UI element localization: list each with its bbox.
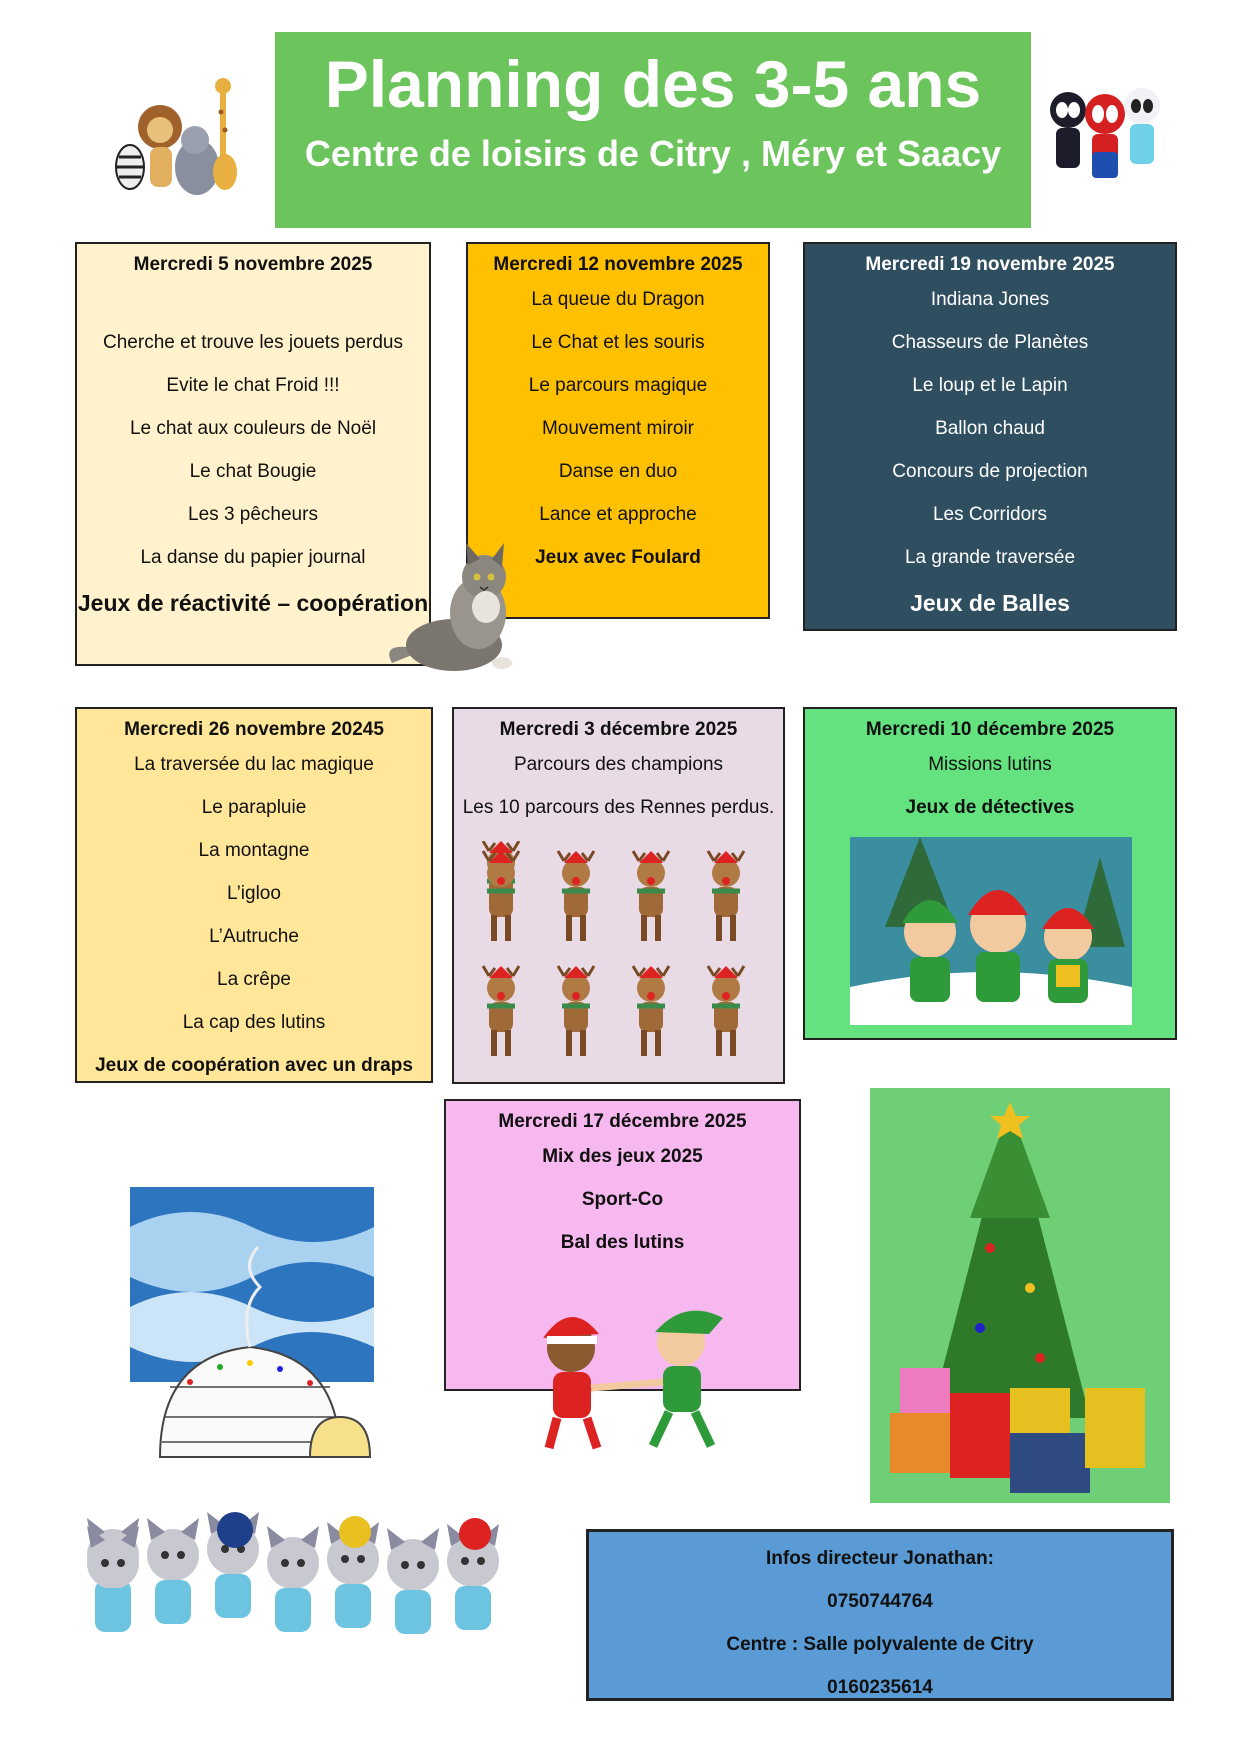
week-date: Mercredi 12 novembre 2025	[493, 254, 743, 275]
activity-item: Sport-Co	[581, 1189, 664, 1210]
activity-item: Le loup et le Lapin	[912, 375, 1068, 396]
activity-list	[805, 743, 1175, 829]
activity-item: La crêpe	[217, 969, 291, 990]
info-list	[589, 1537, 1171, 1709]
activity-list	[454, 743, 783, 829]
week-theme: Jeux de Balles	[910, 590, 1070, 616]
activity-item: Les Corridors	[932, 504, 1048, 525]
week-card-nov-26	[75, 707, 433, 1083]
activity-item: Mouvement miroir	[541, 418, 695, 439]
activity-item: Ballon chaud	[935, 418, 1045, 439]
week-card-nov-5	[75, 242, 431, 666]
activity-list	[468, 278, 768, 579]
week-date: Mercredi 10 décembre 2025	[865, 719, 1115, 740]
activity-list	[77, 743, 431, 1087]
center-location: Centre : Salle polyvalente de Citry	[726, 1634, 1034, 1655]
cat-illustration	[382, 535, 534, 677]
activity-item: Le Chat et les souris	[531, 332, 705, 353]
week-date: Mercredi 19 novembre 2025	[865, 254, 1115, 275]
activity-item: Le chat Bougie	[189, 461, 317, 482]
madagascar-animals-illustration	[95, 72, 245, 207]
paw-patrol-illustration	[83, 1510, 525, 1652]
week-card-dec-10	[803, 707, 1177, 1040]
igloo-illustration	[130, 1187, 374, 1482]
activity-item: Cherche et trouve les jouets perdus	[103, 332, 403, 353]
activity-item: La queue du Dragon	[531, 289, 705, 310]
activity-item: La cap des lutins	[182, 1012, 326, 1033]
page-title: Planning des 3-5 ans	[324, 47, 982, 121]
activity-item: Le chat aux couleurs de Noël	[129, 418, 377, 439]
christmas-elves-illustration	[850, 837, 1132, 1025]
christmas-tree-illustration	[870, 1088, 1170, 1503]
activity-item: Chasseurs de Planètes	[891, 332, 1089, 353]
week-theme: Jeux de coopération avec un draps	[95, 1055, 413, 1076]
week-theme: Jeux de réactivité – coopération	[77, 590, 429, 616]
activity-item: Indiana Jones	[930, 289, 1050, 310]
activity-item: Danse en duo	[558, 461, 678, 482]
header-banner	[275, 32, 1031, 228]
activity-item: Les 3 pêcheurs	[188, 504, 318, 525]
week-date: Mercredi 5 novembre 2025	[133, 254, 373, 275]
page-subtitle: Centre de loisirs de Citry , Méry et Saacy	[304, 133, 1002, 175]
week-date: Mercredi 3 décembre 2025	[499, 719, 738, 740]
kid-and-elf-illustration	[513, 1298, 751, 1460]
week-card-dec-3	[452, 707, 785, 1084]
activity-item: L’Autruche	[209, 926, 299, 947]
activity-item: La montagne	[198, 840, 310, 861]
activity-item: Missions lutins	[928, 754, 1052, 775]
week-theme: Jeux avec Foulard	[535, 547, 701, 568]
info-box	[586, 1529, 1174, 1701]
week-card-nov-19	[803, 242, 1177, 631]
activity-item: L’igloo	[227, 883, 281, 904]
activity-item: Les 10 parcours des Rennes perdus.	[462, 797, 775, 818]
activity-list	[77, 278, 429, 627]
week-theme: Jeux de détectives	[905, 797, 1075, 818]
activity-item: Parcours des champions	[513, 754, 724, 775]
activity-item: La traversée du lac magique	[134, 754, 374, 775]
reindeer-group-illustration	[469, 841, 769, 1073]
activity-item: Lance et approche	[539, 504, 697, 525]
activity-item: La grande traversée	[904, 547, 1076, 568]
spidey-friends-illustration	[1040, 80, 1170, 190]
phone-number: 0750744764	[827, 1591, 933, 1612]
activity-list	[446, 1135, 799, 1264]
activity-item: Le parcours magique	[528, 375, 708, 396]
week-date: Mercredi 26 novembre 20245	[124, 719, 384, 740]
director-info: Infos directeur Jonathan:	[765, 1548, 995, 1569]
activity-list	[805, 278, 1175, 627]
activity-item: Evite le chat Froid !!!	[166, 375, 340, 396]
week-date: Mercredi 17 décembre 2025	[498, 1111, 747, 1132]
activity-item: Le parapluie	[201, 797, 307, 818]
activity-item: Concours de projection	[892, 461, 1088, 482]
activity-item: Bal des lutins	[560, 1232, 685, 1253]
phone-number: 0160235614	[827, 1677, 933, 1698]
activity-item: La danse du papier journal	[140, 547, 366, 568]
activity-item: Mix des jeux 2025	[542, 1146, 703, 1167]
